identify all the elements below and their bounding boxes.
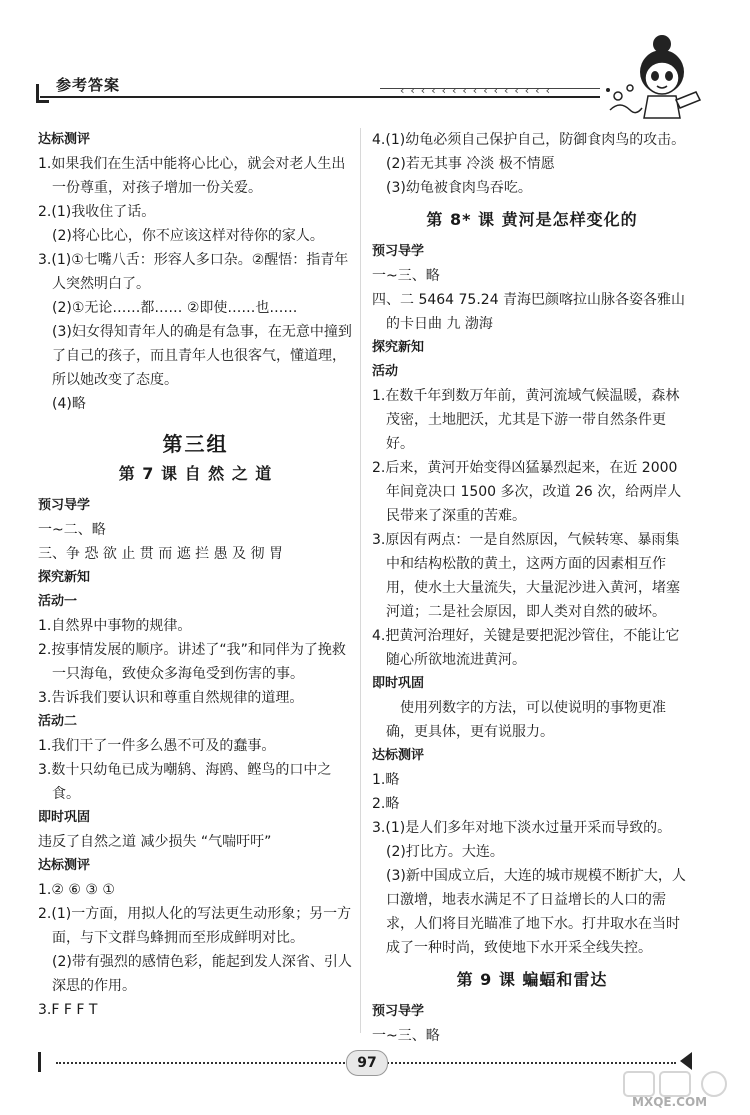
answer-line: 2.略	[372, 796, 400, 812]
lesson-title: 第 7 课 自 然 之 道	[118, 464, 273, 483]
answer-line: (4)略	[52, 396, 86, 412]
section-heading: 预习导学	[372, 244, 425, 259]
answer-line: 3.(1)①七嘴八舌：形容人多口杂。②醒悟：指青年人突然明白了。	[38, 252, 349, 292]
section-heading: 即时巩固	[38, 810, 91, 825]
answer-line: 2.(1)一方面，用拟人化的写法更生动形象；另一方面，与下文群鸟蜂拥而至形成鲜明对比。	[38, 906, 352, 946]
left-column	[38, 128, 353, 1022]
activity-heading: 活动二	[38, 714, 78, 729]
answer-line: 一~三、略	[372, 268, 440, 284]
answer-line: (2)①无论……都…… ②即使……也……	[52, 300, 298, 316]
answer-line: 1.② ⑥ ③ ①	[38, 882, 115, 898]
answer-line: 1.我们干了一件多么愚不可及的蠢事。	[38, 738, 276, 754]
section-heading: 达标测评	[372, 748, 425, 763]
answer-line: (2)打比方。大连。	[386, 844, 504, 860]
answer-line: (3)妇女得知青年人的确是有急事，在无意中撞到了自己的孩子，而且青年人也很客气，懂道理，所以她改变了态度。	[52, 324, 352, 388]
activity-heading: 活动	[372, 364, 399, 379]
answer-line: (3)新中国成立后，大连的城市规模不断扩大，人口激增，地表水满足不了日益增长的人口的需求，人们将目光瞄准了地下水。打井取水在当时成了一种时尚，致使地下水开采全线失控。	[386, 868, 686, 956]
answer-line: 1.自然界中事物的规律。	[38, 618, 192, 634]
answer-line: 1.在数千年到数万年前，黄河流域气候温暖，森林茂密，土地肥沃，尤其是下游一带自然条件更好。	[372, 388, 680, 452]
girl-mascot-icon	[600, 30, 710, 120]
header-arrow-decoration: ‹‹‹‹‹‹‹‹‹‹‹‹‹‹‹	[400, 84, 556, 97]
lesson-title: 第 8* 课 黄河是怎样变化的	[426, 210, 638, 229]
section-heading: 达标测评	[38, 858, 91, 873]
activity-heading: 活动一	[38, 594, 78, 609]
section-heading: 即时巩固	[372, 676, 425, 691]
lesson-title: 第 9 课 蝙蝠和雷达	[456, 970, 608, 989]
answer-line: (2)若无其事 冷淡 极不情愿	[386, 156, 555, 172]
section-heading: 达标测评	[38, 132, 91, 147]
answer-line: 一~二、略	[38, 522, 106, 538]
answer-line: 2.后来，黄河开始变得凶猛暴烈起来，在近 2000 年间竟决口 1500 多次，改道 26 次，给两岸人民带来了深重的苦难。	[372, 460, 682, 524]
answer-line: 一~三、略	[372, 1028, 440, 1044]
page-number: 97	[346, 1050, 388, 1076]
answer-line: 1.略	[372, 772, 400, 788]
answer-line: 4.(1)幼龟必须自己保护自己，防御食肉鸟的攻击。	[372, 132, 686, 148]
answer-line: 2.(1)我收住了话。	[38, 204, 156, 220]
header-title: 参考答案	[56, 76, 121, 94]
right-column	[372, 128, 692, 1048]
section-heading: 探究新知	[372, 340, 425, 355]
answer-line: 三、争 恐 欲 止 贯 而 遮 拦 愚 及 彻 胃	[38, 546, 283, 562]
section-heading: 预习导学	[372, 1004, 425, 1019]
answer-line: (3)幼龟被食肉鸟吞吃。	[386, 180, 532, 196]
section-heading: 探究新知	[38, 570, 91, 585]
watermark-text: MXQE.COM	[632, 1095, 708, 1109]
section-heading: 预习导学	[38, 498, 91, 513]
group-title: 第三组	[162, 432, 229, 456]
answer-line: 2.按事情发展的顺序。讲述了“我”和同伴为了挽救一只海龟，致使众多海龟受到伤害的事。	[38, 642, 346, 682]
answer-line: 1.如果我们在生活中能将心比心，就会对老人生出一份尊重，对孩子增加一份关爱。	[38, 156, 346, 196]
header-corner-mark	[36, 84, 49, 103]
answer-line: 4.把黄河治理好，关键是要把泥沙管住，不能让它随心所欲地流进黄河。	[372, 628, 680, 668]
answer-line: 3.原因有两点：一是自然原因，气候转寒、暴雨集中和结构松散的黄土，这两方面的因素相互作用，使水土大量流失，大量泥沙进入黄河，堵塞河道；二是社会原因，即人类对自然的破坏。	[372, 532, 680, 620]
page-header	[0, 0, 750, 125]
answer-line: 3.数十只幼龟已成为嘲鸫、海鸥、鲣鸟的口中之食。	[38, 762, 332, 802]
answer-line: 3.F F F T	[38, 1002, 98, 1018]
answer-line: 3.告诉我们要认识和尊重自然规律的道理。	[38, 690, 304, 706]
answer-line: (2)带有强烈的感情色彩，能起到发人深省、引人深思的作用。	[52, 954, 352, 994]
answer-line: (2)将心比心，你不应该这样对待你的家人。	[52, 228, 324, 244]
column-divider	[360, 128, 361, 1033]
footer-corner-mark	[38, 1052, 49, 1072]
answer-line: 3.(1)是人们多年对地下淡水过量开采而导致的。	[372, 820, 672, 836]
answer-line: 四、二 5464 75.24 青海巴颜喀拉山脉各姿各雅山的卡日曲 九 渤海	[372, 292, 686, 332]
answer-line: 使用列数字的方法，可以使说明的事物更准确，更具体，更有说服力。	[386, 700, 666, 740]
answer-line: 违反了自然之道 减少损失 “气喘吁吁”	[38, 834, 272, 850]
page-footer	[0, 1040, 750, 1115]
